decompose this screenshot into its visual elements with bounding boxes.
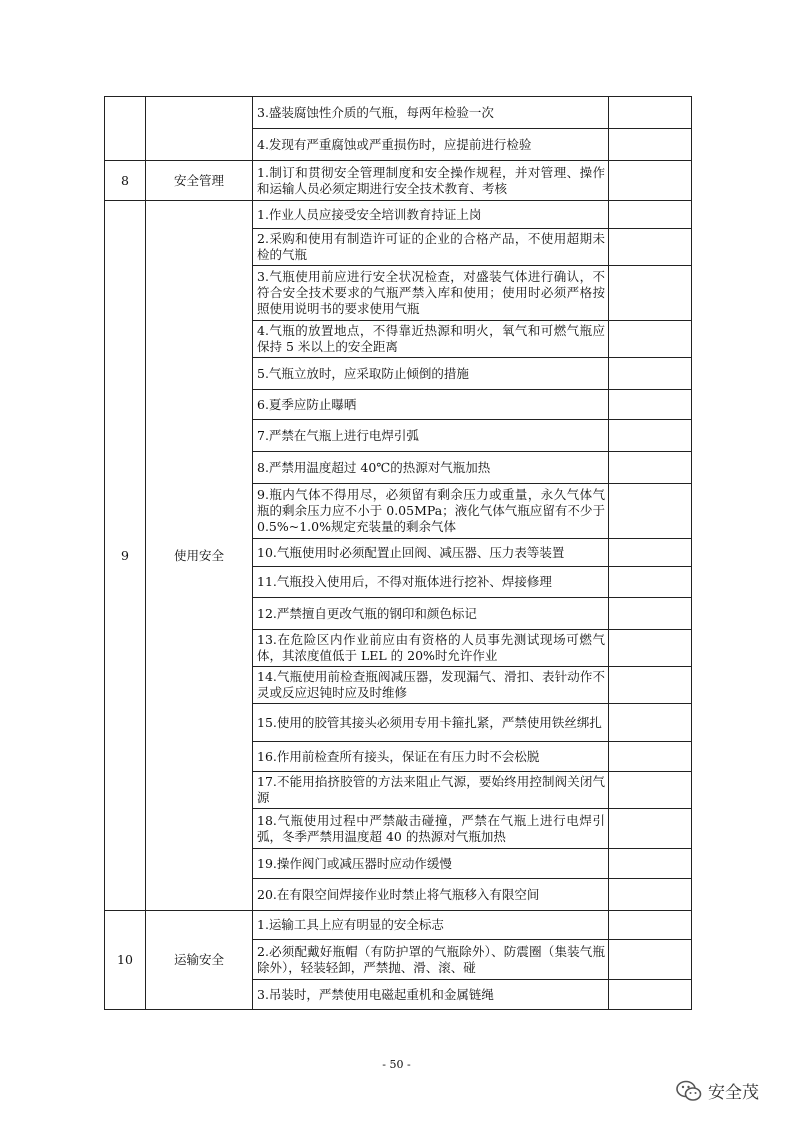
result-cell <box>609 321 692 358</box>
check-item: 2.必须配戴好瓶帽（有防护罩的气瓶除外）、防震圈（集装气瓶除外），轻装轻卸，严禁抛、滑、滚、碰 <box>253 940 609 980</box>
safety-checklist-table <box>104 96 692 1010</box>
check-item: 1.作业人员应接受安全培训教育持证上岗 <box>253 201 609 229</box>
result-cell <box>609 598 692 630</box>
table-row <box>105 161 692 201</box>
check-item: 5.气瓶立放时，应采取防止倾倒的措施 <box>253 358 609 390</box>
check-item: 13.在危险区内作业前应由有资格的人员事先测试现场可燃气体，其浓度值低于 LEL 的 20%时允许作业 <box>253 630 609 667</box>
result-cell <box>609 879 692 911</box>
page-number: - 50 - <box>382 1058 411 1071</box>
wechat-icon <box>676 1080 702 1102</box>
result-cell <box>609 161 692 201</box>
check-item: 1.运输工具上应有明显的安全标志 <box>253 911 609 940</box>
item-number-cell <box>105 97 146 161</box>
check-item: 8.严禁用温度超过 40℃的热源对气瓶加热 <box>253 452 609 484</box>
result-cell <box>609 129 692 161</box>
watermark <box>676 1078 759 1103</box>
result-cell <box>609 667 692 704</box>
check-item: 16.作用前检查所有接头，保证在有压力时不会松脱 <box>253 742 609 772</box>
check-item: 3.吊装时，严禁使用电磁起重机和金属链绳 <box>253 980 609 1010</box>
check-item: 4.气瓶的放置地点，不得靠近热源和明火，氧气和可燃气瓶应保持 5 米以上的安全距离 <box>253 321 609 358</box>
check-item: 4.发现有严重腐蚀或严重损伤时，应提前进行检验 <box>253 129 609 161</box>
result-cell <box>609 630 692 667</box>
check-item: 14.气瓶使用前检查瓶阀减压器，发现漏气、滑扣、表针动作不灵或反应迟钝时应及时维修 <box>253 667 609 704</box>
category-cell <box>146 97 253 161</box>
result-cell <box>609 484 692 539</box>
result-cell <box>609 97 692 129</box>
item-number: 10 <box>105 911 146 1010</box>
item-number: 9 <box>105 201 146 911</box>
category-label: 安全管理 <box>146 161 253 201</box>
item-number: 8 <box>105 161 146 201</box>
result-cell <box>609 809 692 849</box>
result-cell <box>609 539 692 567</box>
check-item: 2.采购和使用有制造许可证的企业的合格产品，不使用超期未检的气瓶 <box>253 229 609 266</box>
result-cell <box>609 704 692 742</box>
check-item: 6.夏季应防止曝晒 <box>253 390 609 420</box>
result-cell <box>609 390 692 420</box>
result-cell <box>609 742 692 772</box>
check-item: 1.制订和贯彻安全管理制度和安全操作规程，并对管理、操作和运输人员必须定期进行安全技术教育、考核 <box>253 161 609 201</box>
check-item: 10.气瓶使用时必须配置止回阀、减压器、压力表等装置 <box>253 539 609 567</box>
check-item: 19.操作阀门或减压器时应动作缓慢 <box>253 849 609 879</box>
result-cell <box>609 567 692 598</box>
result-cell <box>609 980 692 1010</box>
check-item: 3.盛装腐蚀性介质的气瓶，每两年检验一次 <box>253 97 609 129</box>
watermark-text: 安全茂 <box>708 1083 759 1103</box>
check-item: 9.瓶内气体不得用尽，必须留有剩余压力或重量，永久气体气瓶的剩余压力应不小于 0.05MPa；液化气体气瓶应留有不少于 0.5%~1.0%规定充装量的剩余气体 <box>253 484 609 539</box>
result-cell <box>609 420 692 452</box>
result-cell <box>609 201 692 229</box>
result-cell <box>609 849 692 879</box>
result-cell <box>609 452 692 484</box>
result-cell <box>609 940 692 980</box>
check-item: 12.严禁擅自更改气瓶的钢印和颜色标记 <box>253 598 609 630</box>
check-item: 11.气瓶投入使用后，不得对瓶体进行挖补、焊接修理 <box>253 567 609 598</box>
result-cell <box>609 911 692 940</box>
check-item: 17.不能用掐挤胶管的方法来阻止气源，要始终用控制阀关闭气源 <box>253 772 609 809</box>
check-item: 7.严禁在气瓶上进行电焊引弧 <box>253 420 609 452</box>
check-item: 20.在有限空间焊接作业时禁止将气瓶移入有限空间 <box>253 879 609 911</box>
result-cell <box>609 229 692 266</box>
check-item: 18.气瓶使用过程中严禁敲击碰撞，严禁在气瓶上进行电焊引弧，冬季严禁用温度超 40 的热源对气瓶加热 <box>253 809 609 849</box>
result-cell <box>609 772 692 809</box>
check-item: 3.气瓶使用前应进行安全状况检查，对盛装气体进行确认，不符合安全技术要求的气瓶严禁入库和使用；使用时必须严格按照使用说明书的要求使用气瓶 <box>253 266 609 321</box>
table-row <box>105 201 692 229</box>
table-row <box>105 97 692 129</box>
result-cell <box>609 358 692 390</box>
category-label: 使用安全 <box>146 201 253 911</box>
category-label: 运输安全 <box>146 911 253 1010</box>
check-item: 15.使用的胶管其接头必须用专用卡箍扎紧，严禁使用铁丝绑扎 <box>253 704 609 742</box>
table-row <box>105 911 692 940</box>
result-cell <box>609 266 692 321</box>
